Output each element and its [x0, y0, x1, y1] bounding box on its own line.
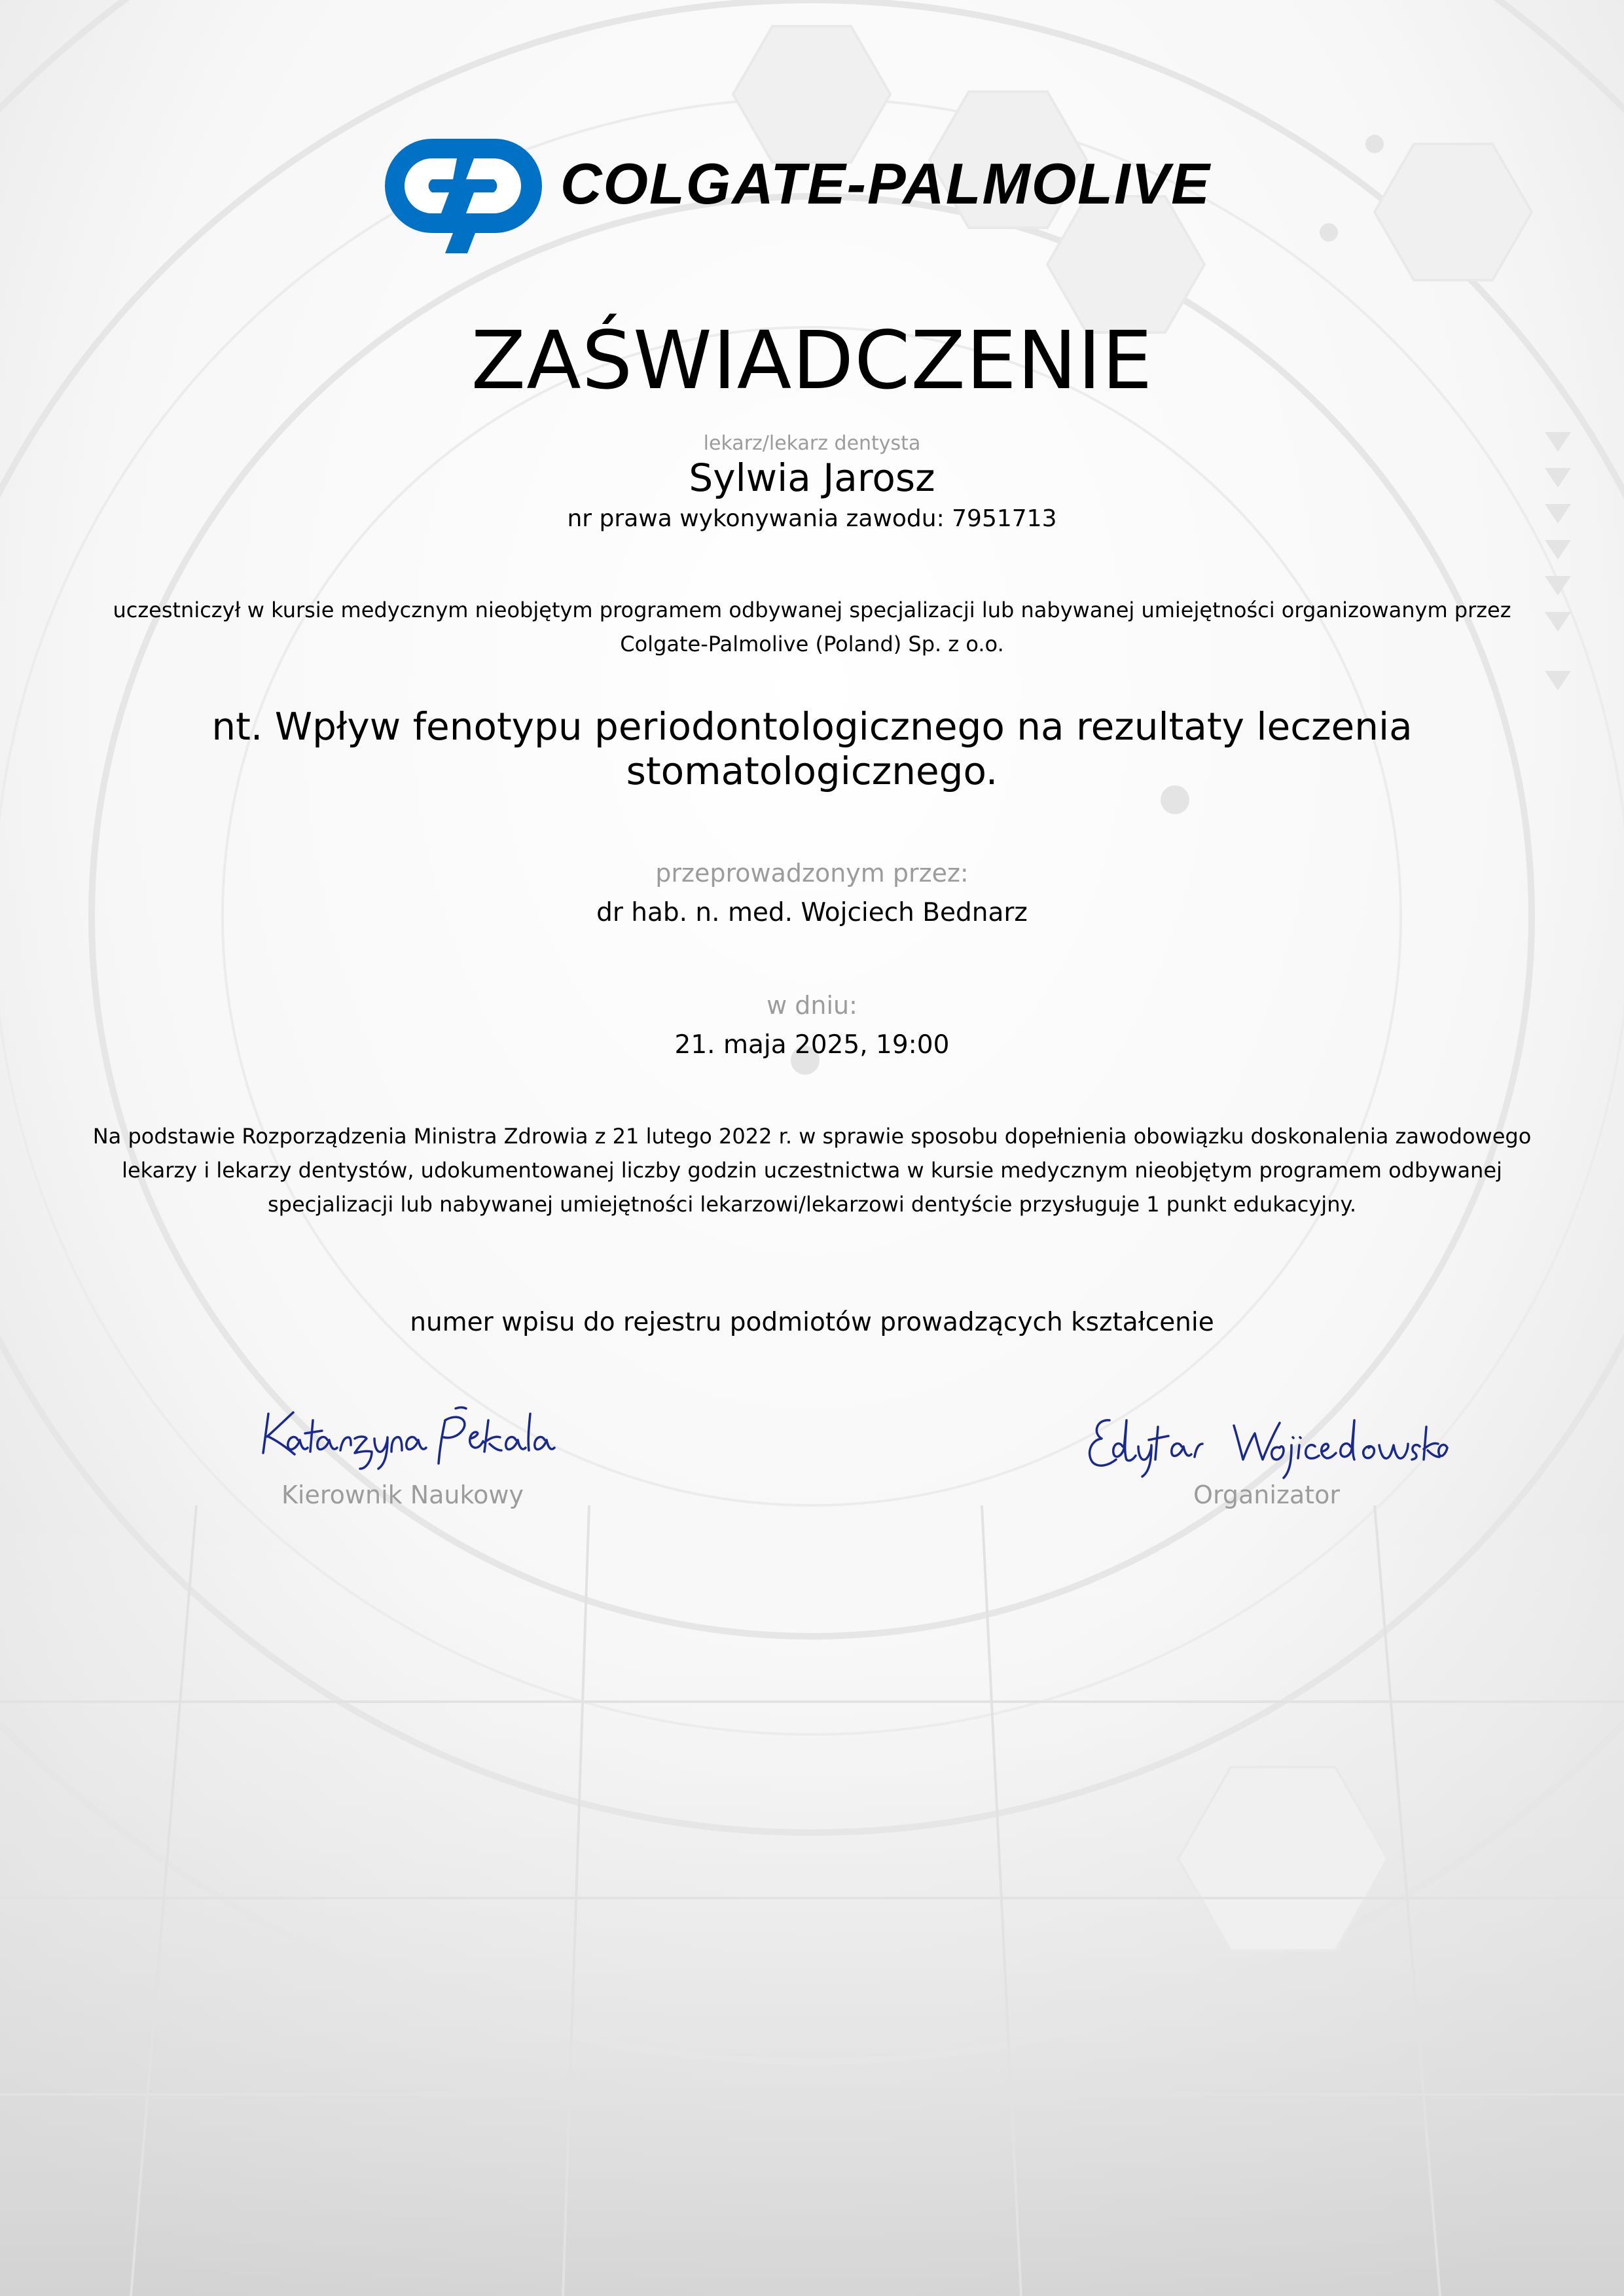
scientific-director-label: Kierownik Naukowy: [281, 1480, 524, 1509]
recipient-role: lekarz/lekarz dentysta: [703, 432, 921, 455]
legal-line: lekarzy i lekarzy dentystów, udokumentowanej liczby godzin uczestnictwa w kursie medycznym nieobjętym programem odbywanej: [122, 1158, 1502, 1183]
signature-left: [262, 1401, 556, 1473]
lecturer-name: dr hab. n. med. Wojciech Bednarz: [596, 898, 1028, 927]
legal-line: Na podstawie Rozporządzenia Ministra Zdrowia z 21 lutego 2022 r. w sprawie sposobu dopełnienia obowiązku doskonalenia zawodowego: [92, 1124, 1532, 1149]
participation-line: uczestniczył w kursie medycznym nieobjętym programem odbywanej specjalizacji lub nabywanej umiejętności organizowanym przez: [113, 598, 1511, 622]
legal-line: specjalizacji lub nabywanej umiejętności lekarzowi/lekarzowi dentyście przysługuje 1 punkt edukacyjny.: [267, 1192, 1357, 1217]
organizer-label: Organizator: [1193, 1480, 1340, 1509]
legal-basis: [92, 1119, 1532, 1221]
conducted-by-label: przeprowadzonym przez:: [655, 859, 969, 888]
signature-right: [1083, 1407, 1450, 1479]
recipient-name: Sylwia Jarosz: [689, 456, 935, 500]
date-label: w dniu:: [767, 991, 857, 1020]
organizer-name: Colgate-Palmolive (Poland) Sp. z o.o.: [620, 632, 1004, 656]
registry-number: numer wpisu do rejestru podmiotów prowadzących kształcenie: [410, 1308, 1214, 1337]
brand-name: COLGATE-PALMOLIVE: [560, 151, 1211, 216]
course-topic-line: stomatologicznego.: [626, 749, 998, 793]
participation-statement: [0, 593, 1624, 661]
company-logo: [385, 139, 1242, 253]
course-date: 21. maja 2025, 19:00: [674, 1030, 950, 1060]
certificate-title: ZAŚWIADCZENIE: [471, 314, 1153, 407]
colgate-palmolive-logo-icon: [385, 139, 542, 253]
course-topic-line: nt. Wpływ fenotypu periodontologicznego na rezultaty leczenia: [211, 704, 1413, 749]
license-number: nr prawa wykonywania zawodu: 7951713: [567, 505, 1057, 532]
course-topic: [131, 704, 1493, 793]
